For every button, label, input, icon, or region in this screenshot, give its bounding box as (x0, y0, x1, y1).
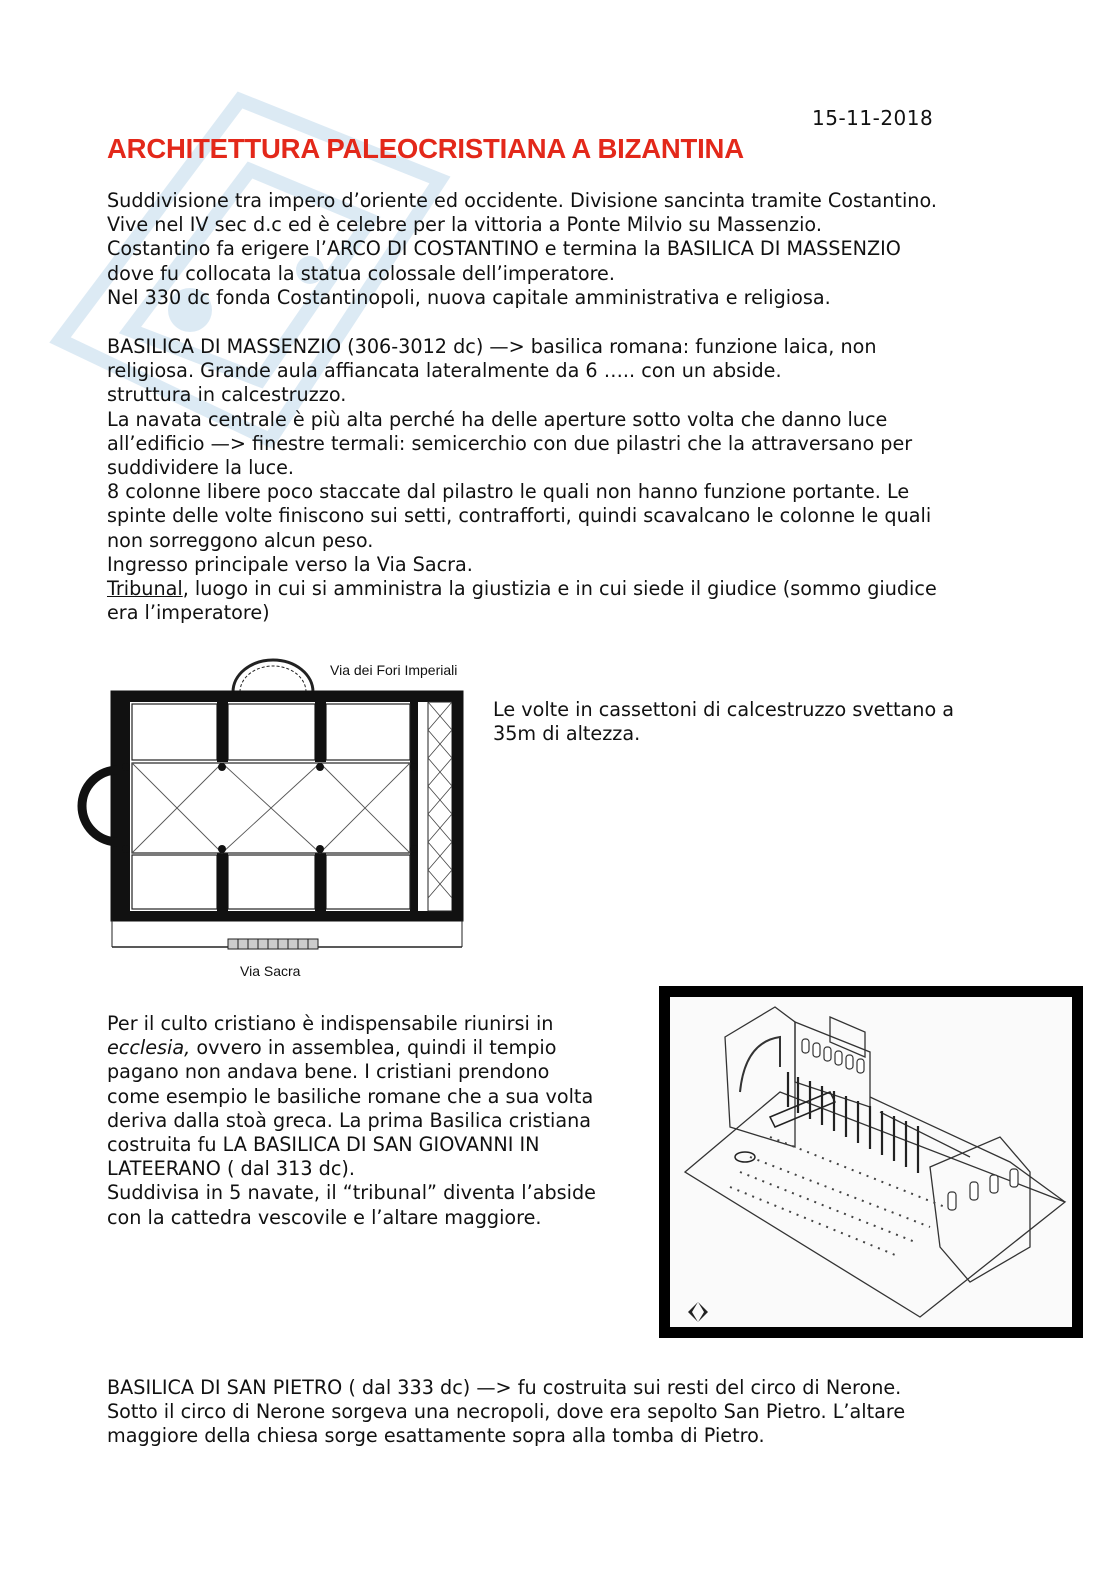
text-line: Per il culto cristiano è indispensabile riunirsi in (107, 1012, 554, 1035)
text-line: Suddivisione tra impero d’oriente ed occidente. Divisione sancinta tramite Costantino. (107, 189, 937, 212)
culto-paragraph (107, 1012, 596, 1230)
basilica-axonometric-figure (659, 986, 1083, 1338)
text-line: 8 colonne libere poco staccate dal pilastro le quali non hanno funzione portante. Le (107, 480, 910, 504)
page-title: ARCHITETTURA PALEOCRISTIANA A BIZANTINA (107, 133, 744, 164)
san-pietro-paragraph (107, 1376, 905, 1449)
text-line: all’edificio —> finestre termali: semicerchio con due pilastri che la attraversano per (107, 431, 913, 455)
plan-label-via-sacra: Via Sacra (240, 963, 301, 979)
text-line: era l’imperatore) (107, 601, 270, 625)
text-line: Le volte in cassettoni di calcestruzzo svettano a (493, 698, 955, 721)
text-line: La navata centrale è più alta perché ha delle aperture sotto volta che danno luce (107, 407, 888, 431)
text-line: con la cattedra vescovile e l’altare maggiore. (107, 1205, 542, 1229)
basilica-axonometric-drawing (670, 997, 1072, 1327)
text-line: deriva dalla stoà greca. La prima Basilica cristiana (107, 1108, 592, 1132)
massenzio-paragraph (107, 335, 937, 625)
basilica-massenzio-plan (76, 655, 476, 985)
ecclesia-rest: ovvero in assemblea, quindi il tempio (190, 1036, 557, 1060)
tribunal-term: Tribunal (107, 577, 183, 601)
text-line: dove fu collocata la statua colossale dell’imperatore. (107, 261, 615, 285)
text-line: spinte delle volte finiscono sui setti, contrafforti, quindi scavalcano le colonne le quali (107, 504, 932, 528)
ecclesia-line (107, 1036, 596, 1060)
document-date: 15-11-2018 (812, 106, 934, 130)
text-line: Suddivisa in 5 navate, il “tribunal” diventa l’abside (107, 1181, 596, 1205)
text-line: maggiore della chiesa sorge esattamente sopra alla tomba di Pietro. (107, 1424, 765, 1448)
text-line: pagano non andava bene. I cristiani prendono (107, 1060, 550, 1084)
text-line: Sotto il circo di Nerone sorgeva una necropoli, dove era sepolto San Pietro. L’altare (107, 1400, 906, 1424)
text-line: LATEERANO ( dal 313 dc). (107, 1157, 355, 1181)
volte-paragraph (493, 698, 954, 746)
text-line: Vive nel IV sec d.c ed è celebre per la vittoria a Ponte Milvio su Massenzio. (107, 213, 822, 237)
text-line: Costantino fa erigere l’ARCO DI COSTANTINO e termina la BASILICA DI MASSENZIO (107, 237, 901, 261)
text-line: BASILICA DI MASSENZIO (306-3012 dc) —> basilica romana: funzione laica, non (107, 335, 877, 358)
tribunal-line (107, 577, 937, 601)
text-line: Ingresso principale verso la Via Sacra. (107, 552, 473, 576)
plan-label-via-fori: Via dei Fori Imperiali (330, 662, 458, 678)
text-line: BASILICA DI SAN PIETRO ( dal 333 dc) —> fu costruita sui resti del circo di Nerone. (107, 1376, 902, 1399)
text-line: 35m di altezza. (493, 722, 641, 746)
tribunal-definition: , luogo in cui si amministra la giustizia e in cui siede il giudice (sommo giudice (182, 577, 937, 601)
ecclesia-term: ecclesia, (107, 1036, 191, 1060)
intro-paragraph (107, 189, 937, 310)
text-line: suddividere la luce. (107, 456, 295, 480)
text-line: religiosa. Grande aula affiancata lateralmente da 6 ….. con un abside. (107, 359, 782, 383)
text-line: non sorreggono alcun peso. (107, 528, 374, 552)
text-line: costruita fu LA BASILICA DI SAN GIOVANNI IN (107, 1133, 540, 1157)
text-line: Nel 330 dc fonda Costantinopoli, nuova capitale amministrativa e religiosa. (107, 285, 831, 309)
text-line: come esempio le basiliche romane che a sua volta (107, 1084, 594, 1108)
text-line: struttura in calcestruzzo. (107, 383, 347, 407)
